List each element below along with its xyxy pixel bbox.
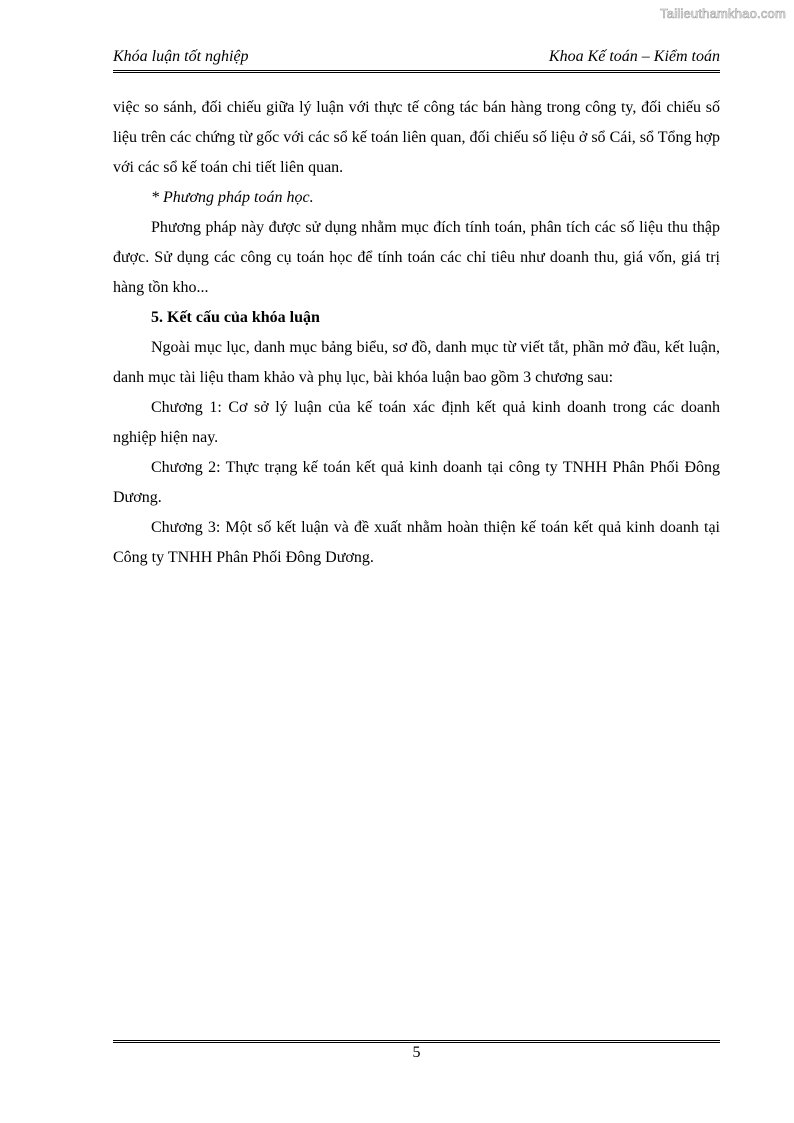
method-heading-math: * Phương pháp toán học. [151,189,314,206]
chapter-2-description: Chương 2: Thực trạng kế toán kết quả kinh doanh tại công ty TNHH Phân Phối Đông Dương. [113,459,720,506]
footer-rule [113,1040,720,1043]
paragraph-structure-intro: Ngoài mục lục, danh mục bảng biểu, sơ đồ, danh mục từ viết tắt, phần mở đầu, kết luận, danh mục tài liệu tham khảo và phụ lục, bài khóa luận bao gồm 3 chương sau: [113,339,720,386]
chapter-1-description: Chương 1: Cơ sở lý luận của kế toán xác định kết quả kinh doanh trong các doanh nghiệp hiện nay. [113,399,720,446]
page-number: 5 [412,1044,421,1061]
watermark: Tailieuthamkhao.com [660,6,786,21]
paragraph-math-method: Phương pháp này được sử dụng nhằm mục đích tính toán, phân tích các số liệu thu thập được. Sử dụng các công cụ toán học để tính toán các chỉ tiêu như doanh thu, giá vốn, giá trị hàng tồn kho... [113,219,720,296]
page-body [113,93,720,573]
header-right-title: Khoa Kế toán – Kiểm toán [548,48,720,65]
page-header [113,48,720,73]
paragraph-comparison-method: việc so sánh, đối chiếu giữa lý luận với thực tế công tác bán hàng trong công ty, đối chiếu số liệu trên các chứng từ gốc với các sổ kế toán liên quan, đối chiếu số liệu ở sổ Cái, sổ Tổng hợp với các sổ kế toán chi tiết liên quan. [113,99,720,176]
chapter-3-description: Chương 3: Một số kết luận và đề xuất nhằm hoàn thiện kế toán kết quả kinh doanh tại Công ty TNHH Phân Phối Đông Dương. [113,519,720,566]
header-left-title: Khóa luận tốt nghiệp [113,48,249,65]
section-heading-structure: 5. Kết cấu của khóa luận [151,309,320,326]
